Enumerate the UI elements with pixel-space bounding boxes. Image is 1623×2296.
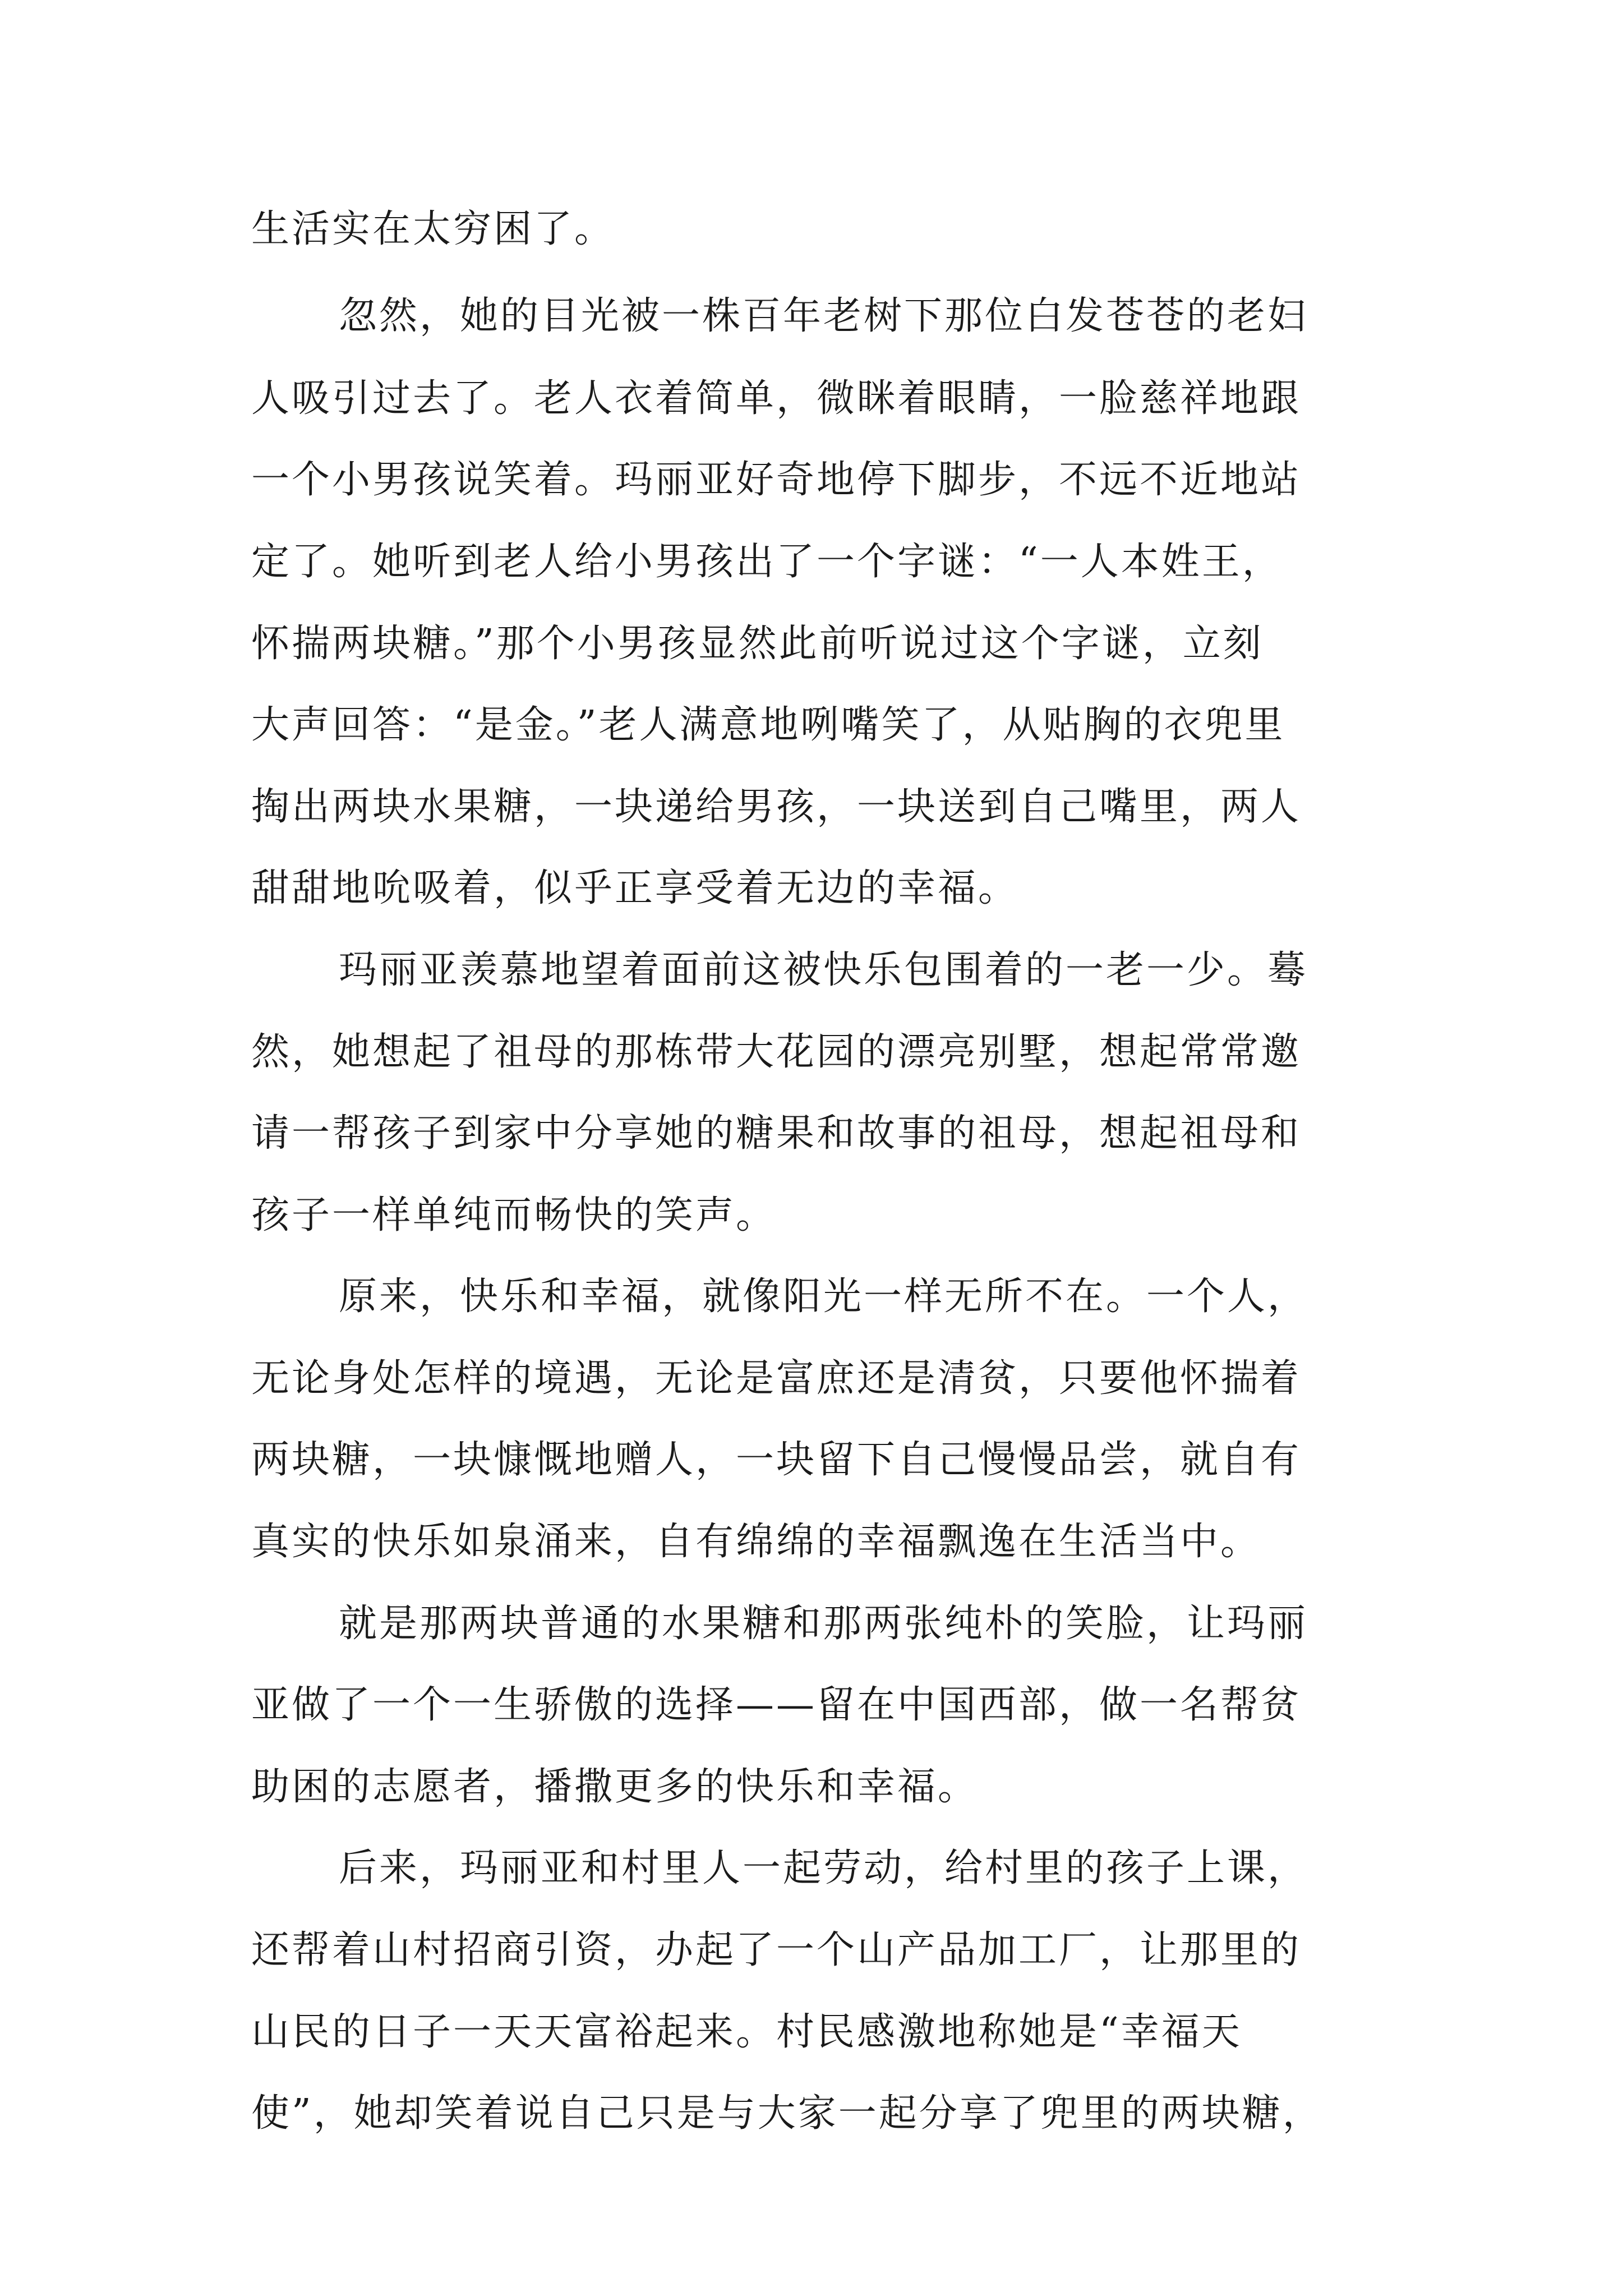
- text-line: 大声回答：“是金。”老人满意地咧嘴笑了，从贴胸的衣兜里: [251, 703, 1285, 747]
- text-line: 定了。她听到老人给小男孩出了一个字谜：“一人本姓王，: [251, 540, 1283, 584]
- paragraph-first-line: 原来，快乐和幸福，就像阳光一样无所不在。一个人，: [339, 1274, 1308, 1319]
- text-line: 请一帮孩子到家中分享她的糖果和故事的祖母，想起祖母和: [251, 1111, 1302, 1156]
- text-line: 还帮着山村招商引资，办起了一个山产品加工厂，让那里的: [251, 1928, 1302, 1972]
- text-line: 无论身处怎样的境遇，无论是富庶还是清贫，只要他怀揣着: [251, 1356, 1302, 1401]
- text-line: 两块糖，一块慷慨地赠人，一块留下自己慢慢品尝，就自有: [251, 1438, 1302, 1482]
- text-line: 甜甜地吮吸着，似乎正享受着无边的幸福。: [251, 866, 1019, 910]
- text-line: 掏出两块水果糖，一块递给男孩，一块送到自己嘴里，两人: [251, 785, 1302, 829]
- text-line: 然，她想起了祖母的那栋带大花园的漂亮别墅，想起常常邀: [251, 1030, 1302, 1074]
- paragraph-first-line: 忽然，她的目光被一株百年老树下那位白发苍苍的老妇: [339, 294, 1308, 338]
- text-line: 亚做了一个一生骄傲的选择——留在中国西部，做一名帮贫: [251, 1683, 1302, 1727]
- text-line: 怀揣两块糖。”那个小男孩显然此前听说过这个字谜，立刻: [251, 622, 1264, 666]
- paragraph-first-line: 玛丽亚羡慕地望着面前这被快乐包围着的一老一少。蓦: [339, 948, 1308, 992]
- text-line: 生活实在太穷困了。: [251, 207, 615, 251]
- text-line: 孩子一样单纯而畅快的笑声。: [251, 1193, 777, 1237]
- text-line: 助困的志愿者，播撒更多的快乐和幸福。: [251, 1765, 979, 1809]
- text-line: 山民的日子一天天富裕起来。村民感激地称她是“幸福天: [251, 2010, 1242, 2054]
- text-line: 真实的快乐如泉涌来，自有绵绵的幸福飘逸在生活当中。: [251, 1520, 1261, 1564]
- paragraph-first-line: 后来，玛丽亚和村里人一起劳动，给村里的孩子上课，: [339, 1846, 1308, 1890]
- text-line: 使”，她却笑着说自己只是与大家一起分享了兜里的两块糖，: [251, 2091, 1323, 2136]
- text-line: 人吸引过去了。老人衣着简单，微眯着眼睛，一脸慈祥地跟: [251, 376, 1302, 421]
- paragraph-first-line: 就是那两块普通的水果糖和那两张纯朴的笑脸，让玛丽: [339, 1602, 1308, 1646]
- text-line: 一个小男孩说笑着。玛丽亚好奇地停下脚步，不远不近地站: [251, 458, 1302, 502]
